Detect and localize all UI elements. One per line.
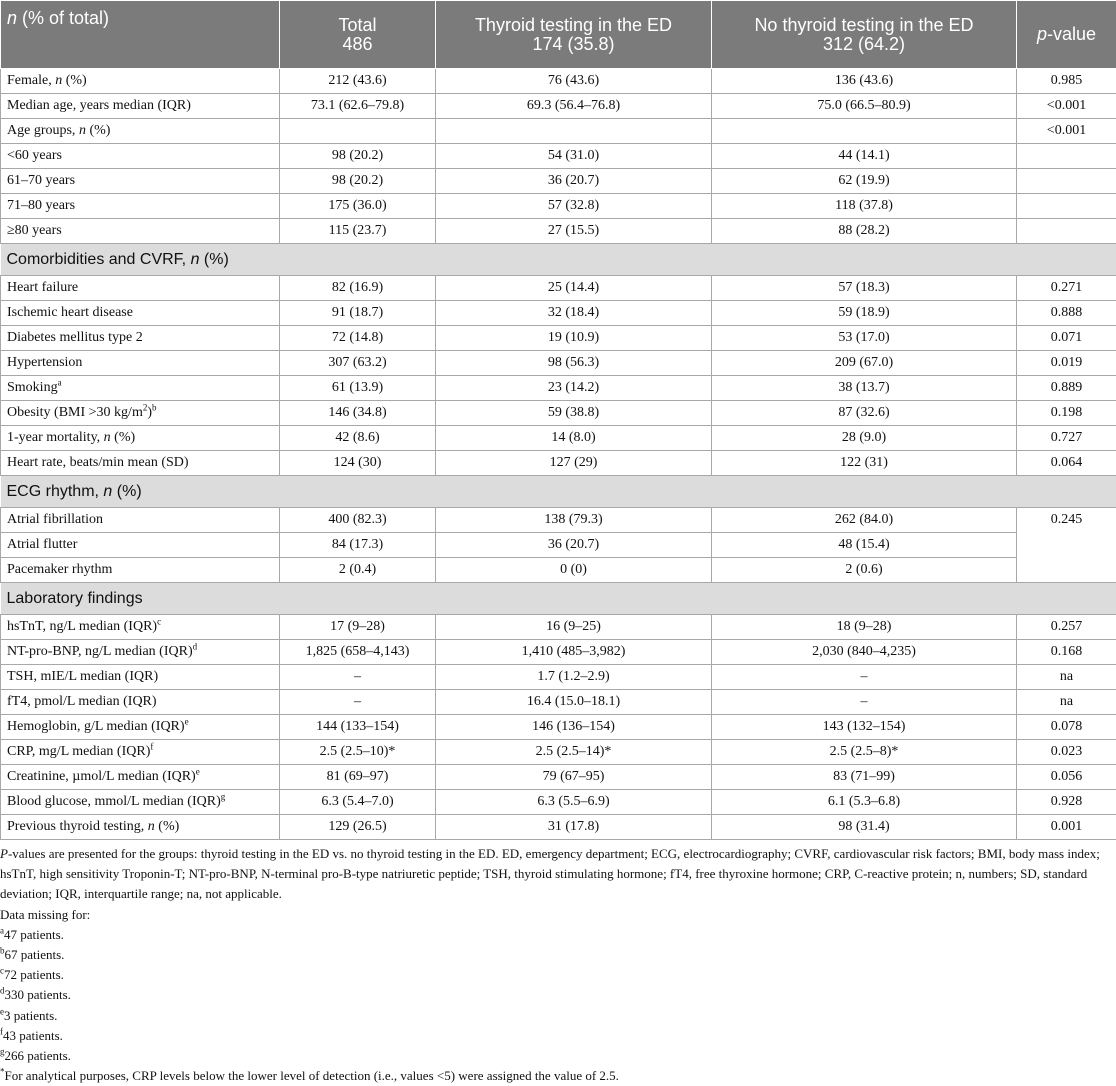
- row-label-superscript: 2: [143, 402, 148, 412]
- cell-pvalue: 0.064: [1017, 451, 1116, 476]
- row-label-suffix: ): [147, 405, 152, 420]
- cell-untested: 48 (15.4): [712, 533, 1017, 558]
- cell-tested: 36 (20.7): [436, 533, 712, 558]
- table-row: [1, 169, 1116, 194]
- row-label: Obesity (BMI >30 kg/m: [7, 405, 143, 420]
- cell-tested: 69.3 (56.4–76.8): [436, 94, 712, 119]
- cell-total: 17 (9–28): [280, 615, 436, 640]
- cell-variable: [1, 790, 280, 815]
- header-pvalue: p-value: [1017, 1, 1116, 69]
- cell-variable: [1, 665, 280, 690]
- cell-untested: 28 (9.0): [712, 426, 1017, 451]
- cell-pvalue: 0.198: [1017, 401, 1116, 426]
- cell-untested: 2.5 (2.5–8)*: [712, 740, 1017, 765]
- cell-variable: [1, 276, 280, 301]
- row-label: hsTnT, ng/L median (IQR): [7, 619, 157, 634]
- cell-variable: [1, 351, 280, 376]
- cell-tested: 0 (0): [436, 558, 712, 583]
- cell-pvalue: 0.985: [1017, 69, 1116, 94]
- table-row: [1, 69, 1116, 94]
- row-label: NT-pro-BNP, ng/L median (IQR): [7, 644, 193, 659]
- cell-variable: [1, 219, 280, 244]
- row-label-italic: n: [104, 430, 111, 445]
- cell-total: 82 (16.9): [280, 276, 436, 301]
- cell-variable: [1, 194, 280, 219]
- cell-untested: 2,030 (840–4,235): [712, 640, 1017, 665]
- footnote-text: 3 patients.: [4, 1008, 57, 1023]
- cell-total: 61 (13.9): [280, 376, 436, 401]
- cell-untested: 38 (13.7): [712, 376, 1017, 401]
- cell-untested: 6.1 (5.3–6.8): [712, 790, 1017, 815]
- row-label: Heart failure: [7, 280, 78, 295]
- table-row: [1, 558, 1116, 583]
- cell-pvalue: 0.889: [1017, 376, 1116, 401]
- cell-variable: [1, 376, 280, 401]
- cell-total: 144 (133–154): [280, 715, 436, 740]
- cell-variable: [1, 451, 280, 476]
- header-untested: No thyroid testing in the ED 312 (64.2): [712, 1, 1017, 69]
- row-label-suffix: (%): [112, 483, 141, 500]
- cell-untested: 59 (18.9): [712, 301, 1017, 326]
- table-row: [1, 144, 1116, 169]
- cell-variable: [1, 326, 280, 351]
- footnote-text: 266 patients.: [5, 1048, 71, 1063]
- cell-variable: [1, 94, 280, 119]
- row-label: Hemoglobin, g/L median (IQR): [7, 719, 185, 734]
- cell-total: 2 (0.4): [280, 558, 436, 583]
- table-row: [1, 326, 1116, 351]
- cell-total: –: [280, 665, 436, 690]
- cell-untested: –: [712, 690, 1017, 715]
- cell-pvalue: 0.271: [1017, 276, 1116, 301]
- section-label: [1, 583, 1116, 615]
- section-label: [1, 476, 1116, 508]
- footnote-missing-item: [0, 945, 1114, 965]
- row-label: Age groups,: [7, 123, 79, 138]
- row-label: 61–70 years: [7, 173, 75, 188]
- footnote-marker: e: [0, 1006, 4, 1016]
- cell-pvalue: <0.001: [1017, 94, 1116, 119]
- cell-total: 212 (43.6): [280, 69, 436, 94]
- cell-untested: 118 (37.8): [712, 194, 1017, 219]
- cell-pvalue: 0.071: [1017, 326, 1116, 351]
- cell-tested: 25 (14.4): [436, 276, 712, 301]
- row-footnote-marker: e: [196, 766, 200, 776]
- table-body: [1, 69, 1116, 840]
- cell-pvalue: 0.888: [1017, 301, 1116, 326]
- table-row: [1, 119, 1116, 144]
- header-tested: Thyroid testing in the ED 174 (35.8): [436, 1, 712, 69]
- row-label: Creatinine, µmol/L median (IQR): [7, 769, 196, 784]
- row-label: ≥80 years: [7, 223, 62, 238]
- cell-tested: 1.7 (1.2–2.9): [436, 665, 712, 690]
- cell-pvalue: 0.023: [1017, 740, 1116, 765]
- footnote-missing-item: [0, 965, 1114, 985]
- row-footnote-marker: b: [152, 402, 157, 412]
- cell-variable: [1, 533, 280, 558]
- row-label-suffix: (%): [155, 819, 180, 834]
- cell-pvalue: [1017, 219, 1116, 244]
- cell-variable: [1, 169, 280, 194]
- cell-total: 91 (18.7): [280, 301, 436, 326]
- cell-total: 6.3 (5.4–7.0): [280, 790, 436, 815]
- footnote-missing-list: [0, 925, 1114, 1066]
- row-label: ECG rhythm,: [7, 483, 104, 500]
- cell-pvalue: na: [1017, 665, 1116, 690]
- row-label-italic: n: [148, 819, 155, 834]
- cell-total: 115 (23.7): [280, 219, 436, 244]
- cell-variable: [1, 401, 280, 426]
- row-label-italic: n: [55, 73, 62, 88]
- cell-tested: 127 (29): [436, 451, 712, 476]
- row-footnote-marker: g: [221, 791, 226, 801]
- footnote-marker: d: [0, 986, 5, 996]
- cell-total: [280, 119, 436, 144]
- table-row: [1, 351, 1116, 376]
- footnote-missing-item: [0, 1006, 1114, 1026]
- row-label: Atrial fibrillation: [7, 512, 103, 527]
- cell-variable: [1, 640, 280, 665]
- row-label: Smoking: [7, 380, 58, 395]
- cell-untested: 262 (84.0): [712, 508, 1017, 533]
- cell-tested: 1,410 (485–3,982): [436, 640, 712, 665]
- cell-tested: 27 (15.5): [436, 219, 712, 244]
- header-row: [1, 1, 1116, 69]
- footnote-text: 72 patients.: [4, 967, 64, 982]
- table-row: [1, 765, 1116, 790]
- cell-untested: 75.0 (66.5–80.9): [712, 94, 1017, 119]
- table-row: [1, 740, 1116, 765]
- cell-variable: [1, 69, 280, 94]
- cell-variable: [1, 765, 280, 790]
- row-label: Atrial flutter: [7, 537, 77, 552]
- row-label-italic: n: [191, 251, 200, 268]
- row-label: Ischemic heart disease: [7, 305, 133, 320]
- table-row: [1, 715, 1116, 740]
- footnote-marker: a: [0, 925, 4, 935]
- cell-tested: [436, 119, 712, 144]
- footnote-missing-title: Data missing for:: [0, 905, 1114, 925]
- cell-pvalue: [1017, 194, 1116, 219]
- cell-tested: 36 (20.7): [436, 169, 712, 194]
- cell-tested: 79 (67–95): [436, 765, 712, 790]
- row-label: Heart rate, beats/min mean (SD): [7, 455, 189, 470]
- row-label-suffix: (%): [62, 73, 87, 88]
- cell-pvalue: 0.245: [1017, 508, 1116, 583]
- section-row: [1, 476, 1116, 508]
- cell-total: 175 (36.0): [280, 194, 436, 219]
- cell-tested: 76 (43.6): [436, 69, 712, 94]
- footnote-missing-item: [0, 1046, 1114, 1066]
- cell-total: 42 (8.6): [280, 426, 436, 451]
- cell-tested: 146 (136–154): [436, 715, 712, 740]
- cell-total: 146 (34.8): [280, 401, 436, 426]
- cell-tested: 59 (38.8): [436, 401, 712, 426]
- row-label: CRP, mg/L median (IQR): [7, 744, 150, 759]
- row-label-suffix: (%): [86, 123, 111, 138]
- cell-tested: 98 (56.3): [436, 351, 712, 376]
- cell-tested: 14 (8.0): [436, 426, 712, 451]
- row-label: Pacemaker rhythm: [7, 562, 112, 577]
- table-row: [1, 301, 1116, 326]
- row-label-italic: n: [79, 123, 86, 138]
- cell-untested: 136 (43.6): [712, 69, 1017, 94]
- cell-total: 84 (17.3): [280, 533, 436, 558]
- footnote-text: 67 patients.: [5, 947, 65, 962]
- row-footnote-marker: d: [193, 641, 198, 651]
- cell-tested: 54 (31.0): [436, 144, 712, 169]
- cell-total: 124 (30): [280, 451, 436, 476]
- cell-variable: [1, 690, 280, 715]
- header-total: Total 486: [280, 1, 436, 69]
- row-footnote-marker: a: [58, 377, 62, 387]
- cell-pvalue: 0.001: [1017, 815, 1116, 840]
- cell-tested: 138 (79.3): [436, 508, 712, 533]
- cell-untested: –: [712, 665, 1017, 690]
- table-row: [1, 376, 1116, 401]
- cell-pvalue: <0.001: [1017, 119, 1116, 144]
- row-label: Median age, years median (IQR): [7, 98, 191, 113]
- cell-variable: [1, 715, 280, 740]
- cell-untested: 44 (14.1): [712, 144, 1017, 169]
- cell-tested: 32 (18.4): [436, 301, 712, 326]
- cell-pvalue: 0.056: [1017, 765, 1116, 790]
- cell-untested: 57 (18.3): [712, 276, 1017, 301]
- footnote-marker: g: [0, 1047, 5, 1057]
- cell-variable: [1, 558, 280, 583]
- footnote-marker: f: [0, 1027, 3, 1037]
- table-row: [1, 194, 1116, 219]
- cell-pvalue: 0.257: [1017, 615, 1116, 640]
- cell-untested: 98 (31.4): [712, 815, 1017, 840]
- table-row: [1, 426, 1116, 451]
- cell-pvalue: 0.727: [1017, 426, 1116, 451]
- cell-total: 307 (63.2): [280, 351, 436, 376]
- row-footnote-marker: e: [185, 716, 189, 726]
- table-row: [1, 401, 1116, 426]
- row-label-suffix: (%): [199, 251, 228, 268]
- table-row: [1, 533, 1116, 558]
- section-row: [1, 244, 1116, 276]
- row-label-italic: n: [103, 483, 112, 500]
- row-label: fT4, pmol/L median (IQR): [7, 694, 157, 709]
- row-label-suffix: (%): [111, 430, 136, 445]
- cell-untested: 18 (9–28): [712, 615, 1017, 640]
- cell-untested: [712, 119, 1017, 144]
- cell-tested: 19 (10.9): [436, 326, 712, 351]
- cell-pvalue: [1017, 144, 1116, 169]
- cell-variable: [1, 740, 280, 765]
- row-label: 1-year mortality,: [7, 430, 104, 445]
- footnote-missing-item: [0, 985, 1114, 1005]
- cell-pvalue: 0.928: [1017, 790, 1116, 815]
- cell-variable: [1, 508, 280, 533]
- footnote-asterisk: *For analytical purposes, CRP levels below the lower level of detection (i.e., values <5) were assigned the value of 2.5.: [0, 1066, 1114, 1086]
- footnote-text: 43 patients.: [3, 1028, 63, 1043]
- table-row: [1, 615, 1116, 640]
- cell-untested: 2 (0.6): [712, 558, 1017, 583]
- table-footnotes: [0, 840, 1116, 1086]
- cell-variable: [1, 144, 280, 169]
- cell-tested: 57 (32.8): [436, 194, 712, 219]
- cell-untested: 143 (132–154): [712, 715, 1017, 740]
- cell-total: 98 (20.2): [280, 144, 436, 169]
- table-row: [1, 790, 1116, 815]
- cell-total: –: [280, 690, 436, 715]
- footnote-text: 47 patients.: [4, 927, 64, 942]
- cell-total: 2.5 (2.5–10)*: [280, 740, 436, 765]
- row-label: Comorbidities and CVRF,: [7, 251, 191, 268]
- header-variable: n (% of total): [1, 1, 280, 69]
- row-label: Female,: [7, 73, 55, 88]
- cell-pvalue: 0.019: [1017, 351, 1116, 376]
- row-label: Blood glucose, mmol/L median (IQR): [7, 794, 221, 809]
- cell-untested: 87 (32.6): [712, 401, 1017, 426]
- cell-untested: 62 (19.9): [712, 169, 1017, 194]
- row-label: Diabetes mellitus type 2: [7, 330, 143, 345]
- cell-pvalue: na: [1017, 690, 1116, 715]
- cell-untested: 83 (71–99): [712, 765, 1017, 790]
- table-row: [1, 640, 1116, 665]
- row-label: Previous thyroid testing,: [7, 819, 148, 834]
- cell-variable: [1, 426, 280, 451]
- footnote-marker: c: [0, 966, 4, 976]
- footnote-missing-item: [0, 925, 1114, 945]
- row-label: Hypertension: [7, 355, 82, 370]
- row-footnote-marker: f: [150, 741, 153, 751]
- row-label: <60 years: [7, 148, 62, 163]
- cell-total: 81 (69–97): [280, 765, 436, 790]
- cell-untested: 209 (67.0): [712, 351, 1017, 376]
- cell-pvalue: [1017, 169, 1116, 194]
- footnote-main: P-values are presented for the groups: thyroid testing in the ED vs. no thyroid testing in the ED. ED, emergency department; ECG, electrocardiography; CVRF, cardiovascular risk factors; BMI, body mass index; hsTnT, high sensitivity Troponin-T; NT-pro-BNP, N-terminal pro-B-type natriuretic peptide; TSH, thyroid stimulating hormone; fT4, free thyroxine hormone; CRP, C-reactive protein; n, numbers; SD, standard deviation; IQR, interquartile range; na, not applicable.: [0, 844, 1114, 905]
- table-row: [1, 690, 1116, 715]
- footnote-text: 330 patients.: [5, 987, 71, 1002]
- cell-pvalue: 0.168: [1017, 640, 1116, 665]
- cell-tested: 16.4 (15.0–18.1): [436, 690, 712, 715]
- table-row: [1, 815, 1116, 840]
- cell-variable: [1, 301, 280, 326]
- cell-tested: 2.5 (2.5–14)*: [436, 740, 712, 765]
- cell-untested: 122 (31): [712, 451, 1017, 476]
- row-label: 71–80 years: [7, 198, 75, 213]
- table-row: [1, 94, 1116, 119]
- cell-total: 73.1 (62.6–79.8): [280, 94, 436, 119]
- table-row: [1, 451, 1116, 476]
- cell-tested: 31 (17.8): [436, 815, 712, 840]
- row-label: Laboratory findings: [7, 590, 143, 607]
- table-row: [1, 276, 1116, 301]
- cell-total: 1,825 (658–4,143): [280, 640, 436, 665]
- footnote-missing-item: [0, 1026, 1114, 1046]
- cell-total: 72 (14.8): [280, 326, 436, 351]
- cell-untested: 88 (28.2): [712, 219, 1017, 244]
- cell-total: 98 (20.2): [280, 169, 436, 194]
- cell-variable: [1, 119, 280, 144]
- table-row: [1, 665, 1116, 690]
- row-label: TSH, mIE/L median (IQR): [7, 669, 158, 684]
- cell-tested: 16 (9–25): [436, 615, 712, 640]
- cell-untested: 53 (17.0): [712, 326, 1017, 351]
- cell-variable: [1, 615, 280, 640]
- cell-total: 400 (82.3): [280, 508, 436, 533]
- cell-tested: 23 (14.2): [436, 376, 712, 401]
- section-row: [1, 583, 1116, 615]
- section-label: [1, 244, 1116, 276]
- row-footnote-marker: c: [157, 616, 161, 626]
- table-row: [1, 219, 1116, 244]
- table-row: [1, 508, 1116, 533]
- footnote-marker: b: [0, 946, 5, 956]
- cell-tested: 6.3 (5.5–6.9): [436, 790, 712, 815]
- cell-total: 129 (26.5): [280, 815, 436, 840]
- cell-pvalue: 0.078: [1017, 715, 1116, 740]
- cell-variable: [1, 815, 280, 840]
